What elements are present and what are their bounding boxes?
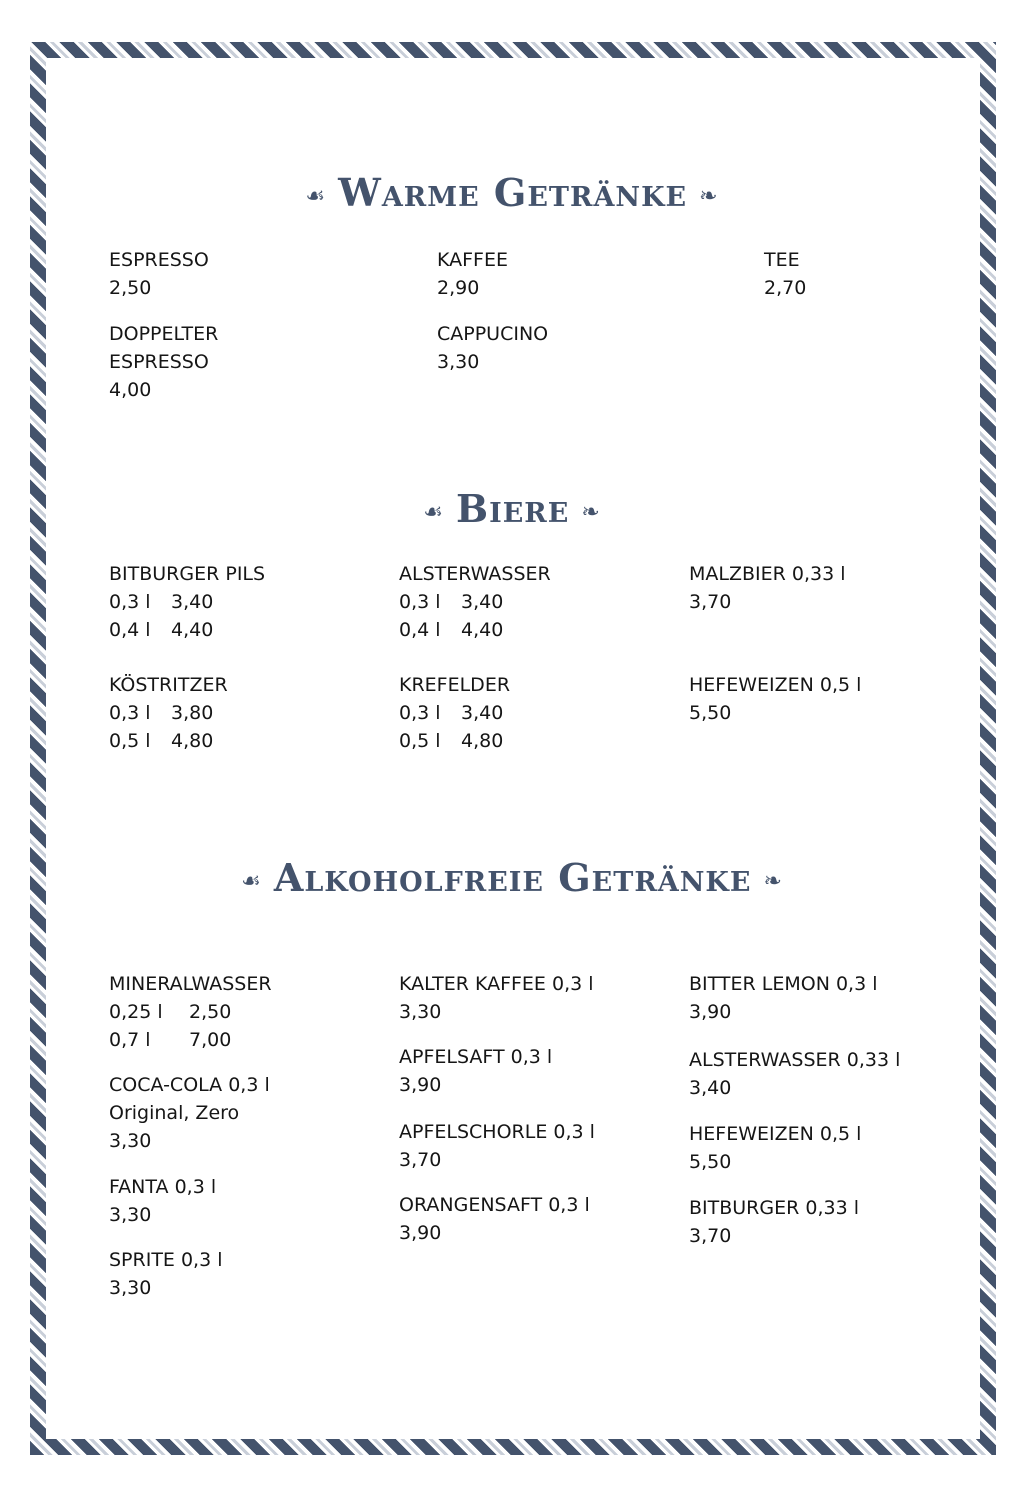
menu-item: ESPRESSO 2,50 bbox=[109, 249, 209, 299]
menu-item: SPRITE 0,3 l 3,30 bbox=[109, 1249, 223, 1299]
menu-item: TEE 2,70 bbox=[764, 249, 807, 299]
menu-item: MALZBIER 0,33 l 3,70 bbox=[689, 563, 846, 613]
menu-item: APFELSCHORLE 0,3 l 3,70 bbox=[399, 1121, 595, 1171]
menu-item: MINERALWASSER 0,25 l 2,50 0,7 l 7,00 bbox=[109, 973, 272, 1051]
menu-item: BITBURGER 0,33 l 3,70 bbox=[689, 1197, 859, 1247]
section-title-warm: ☙ Warme Getränke ❧ bbox=[305, 170, 719, 215]
menu-item: CAPPUCINO 3,30 bbox=[437, 323, 549, 373]
menu-item: BITBURGER PILS 0,3 l 3,40 0,4 l 4,40 bbox=[109, 563, 266, 641]
section-title-soft: ☙ Alkoholfreie Getränke ❧ bbox=[241, 855, 783, 900]
menu-item: APFELSAFT 0,3 l 3,90 bbox=[399, 1046, 553, 1096]
menu-item: KALTER KAFFEE 0,3 l 3,30 bbox=[399, 973, 594, 1023]
menu-item: DOPPELTER ESPRESSO 4,00 bbox=[109, 323, 219, 401]
ornament-left-icon: ☙ bbox=[305, 184, 327, 209]
menu-item: FANTA 0,3 l 3,30 bbox=[109, 1176, 217, 1226]
ornament-right-icon: ❧ bbox=[763, 869, 783, 894]
menu-item: KREFELDER 0,3 l 3,40 0,5 l 4,80 bbox=[399, 674, 511, 752]
menu-item: ALSTERWASSER 0,33 l 3,40 bbox=[689, 1049, 901, 1099]
menu-item: KÖSTRITZER 0,3 l 3,80 0,5 l 4,80 bbox=[109, 674, 228, 752]
ornament-right-icon: ❧ bbox=[581, 500, 601, 525]
section-title-beer: ☙ Biere ❧ bbox=[423, 486, 601, 531]
menu-item: KAFFEE 2,90 bbox=[437, 249, 508, 299]
menu-item: COCA-COLA 0,3 l Original, Zero 3,30 bbox=[109, 1074, 270, 1152]
ornament-left-icon: ☙ bbox=[423, 500, 444, 525]
menu-item: ALSTERWASSER 0,3 l 3,40 0,4 l 4,40 bbox=[399, 563, 551, 641]
ornament-left-icon: ☙ bbox=[241, 869, 262, 894]
menu-item: BITTER LEMON 0,3 l 3,90 bbox=[689, 973, 878, 1023]
menu-item: HEFEWEIZEN 0,5 l 5,50 bbox=[689, 674, 862, 724]
ornament-right-icon: ❧ bbox=[699, 184, 719, 209]
menu-item: ORANGENSAFT 0,3 l 3,90 bbox=[399, 1194, 590, 1244]
menu-item: HEFEWEIZEN 0,5 l 5,50 bbox=[689, 1123, 862, 1173]
